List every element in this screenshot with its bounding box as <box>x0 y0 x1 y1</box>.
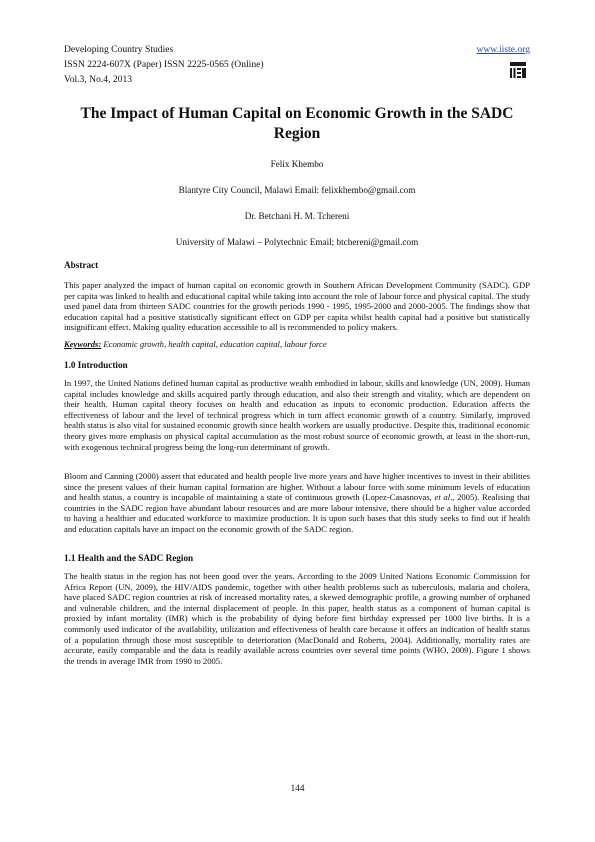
intro-paragraph-2-part-1: Bloom and Canning (2000) assert that educated and health people live more years and have higher incentives to invest in their abilities since the present values of their human capital formation are higher. Without a labour force with some minimum levels of education and health status, a country is incapable of maintaining a state of continuous growth (Lopez-Casasnovas, <box>64 471 530 503</box>
author-name-1: Felix Khembo <box>270 159 324 169</box>
author-name-2: Dr. Betchani H. M. Tchereni <box>244 211 350 221</box>
keywords-text: Economic growth, health capital, education capital, labour force <box>103 339 327 349</box>
intro-paragraph-1: In 1997, the United Nations defined human capital as productive wealth embodied in labour, skills and knowledge (UN, 2009). Human capital includes knowledge and skills acquired partly through education, and also their strength and vitality, which are dependent on their health. Human capital theory focuses on health and education as inputs to economic production. Education affects the effectiveness of labour and the level of technical progress which in turn affect economic growth of a country. Similarly, improved health status is also vital for sustained economic growth since health workers are usually productive. Despite this, traditional economic theory gives more emphasis on physical capital accumulation as the most robust source of economic growth, at least in the short-run, with exogenous technical progress being the long-run determinant of growth. <box>64 378 530 452</box>
author-affiliation-1: Blantyre City Council, Malawi Email: felixkhembo@gmail.com <box>178 185 416 195</box>
iiste-logo-icon <box>508 61 528 79</box>
journal-header <box>64 42 530 87</box>
health-paragraph-1: The health status in the region has not been good over the years. According to the 2009 United Nations Economic Commission for Africa Report (UN, 2009), the HIV/AIDS pandemic, together with other health problems such as tuberculosis, malaria and cholera, have placed SADC region countries at risk of increased mortality rates, a skewed demographic profile, a growing number of orphaned and vulnerable children, and the internal displacement of people. In this paper, health status as a component of human capital is proxied by infant mortality (IMR) which is the probability of dying before first birthday expressed per 1000 live births. It is a commonly used indicator of the availability, utilization and effectiveness of health care because it offers an indication of health status of a population through those most susceptible to deterioration (MacDonald and Roberts, 2004). Additionally, mortality rates are accurate, easily comparable and the data is readily available across countries over several time points (WHO, 2009). Figure 1 shows the trends in average IMR from 1990 to 2005. <box>64 571 530 666</box>
journal-issn: ISSN 2224-607X (Paper) ISSN 2225-0565 (Online) <box>64 59 264 70</box>
journal-volume: Vol.3, No.4, 2013 <box>64 74 133 85</box>
keywords-label: Keywords: <box>64 339 102 349</box>
health-heading: 1.1 Health and the SADC Region <box>64 553 194 563</box>
abstract-text: This paper analyzed the impact of human capital on economic growth in Southern African Development Community (SADC). GDP per capita was linked to health and educational capital while taking into account the role of labour force and physical capital. The study used panel data from thirteen SADC countries for the growth periods 1990 - 1995, 1995-2000 and 2000-2005. The findings show that education capital had a positive statistically significant effect on GDP per capita whilst health capital had a positive but statistically insignificant effect. Making quality education accessible to all is recommended to policy makers. <box>64 280 530 333</box>
intro-paragraph-2-part-2: ., 2005). Realising that countries in the SADC region have abundant labour resources and are more labour intensive, there should be a higher value accorded to having a healthier and educated workforce to maximize production. It is upon such bases that this study seeks to find out if health and education capitals have an impact on the economic growth of the SADC region. <box>64 492 530 534</box>
journal-name: Developing Country Studies <box>64 44 174 55</box>
intro-paragraph-2-italic: et al <box>434 492 451 503</box>
paper-title: The Impact of Human Capital on Economic Growth in the SADC Region <box>80 105 514 142</box>
page-number: 144 <box>290 784 305 794</box>
abstract-heading: Abstract <box>64 260 99 270</box>
author-affiliation-2: University of Malawi – Polytechnic Email; btchereni@gmail.com <box>175 237 419 247</box>
intro-paragraph-2 <box>64 471 530 535</box>
keywords-line <box>64 339 530 350</box>
intro-heading: 1.0 Introduction <box>64 360 128 370</box>
journal-website-link[interactable]: www.iiste.org <box>476 44 530 55</box>
